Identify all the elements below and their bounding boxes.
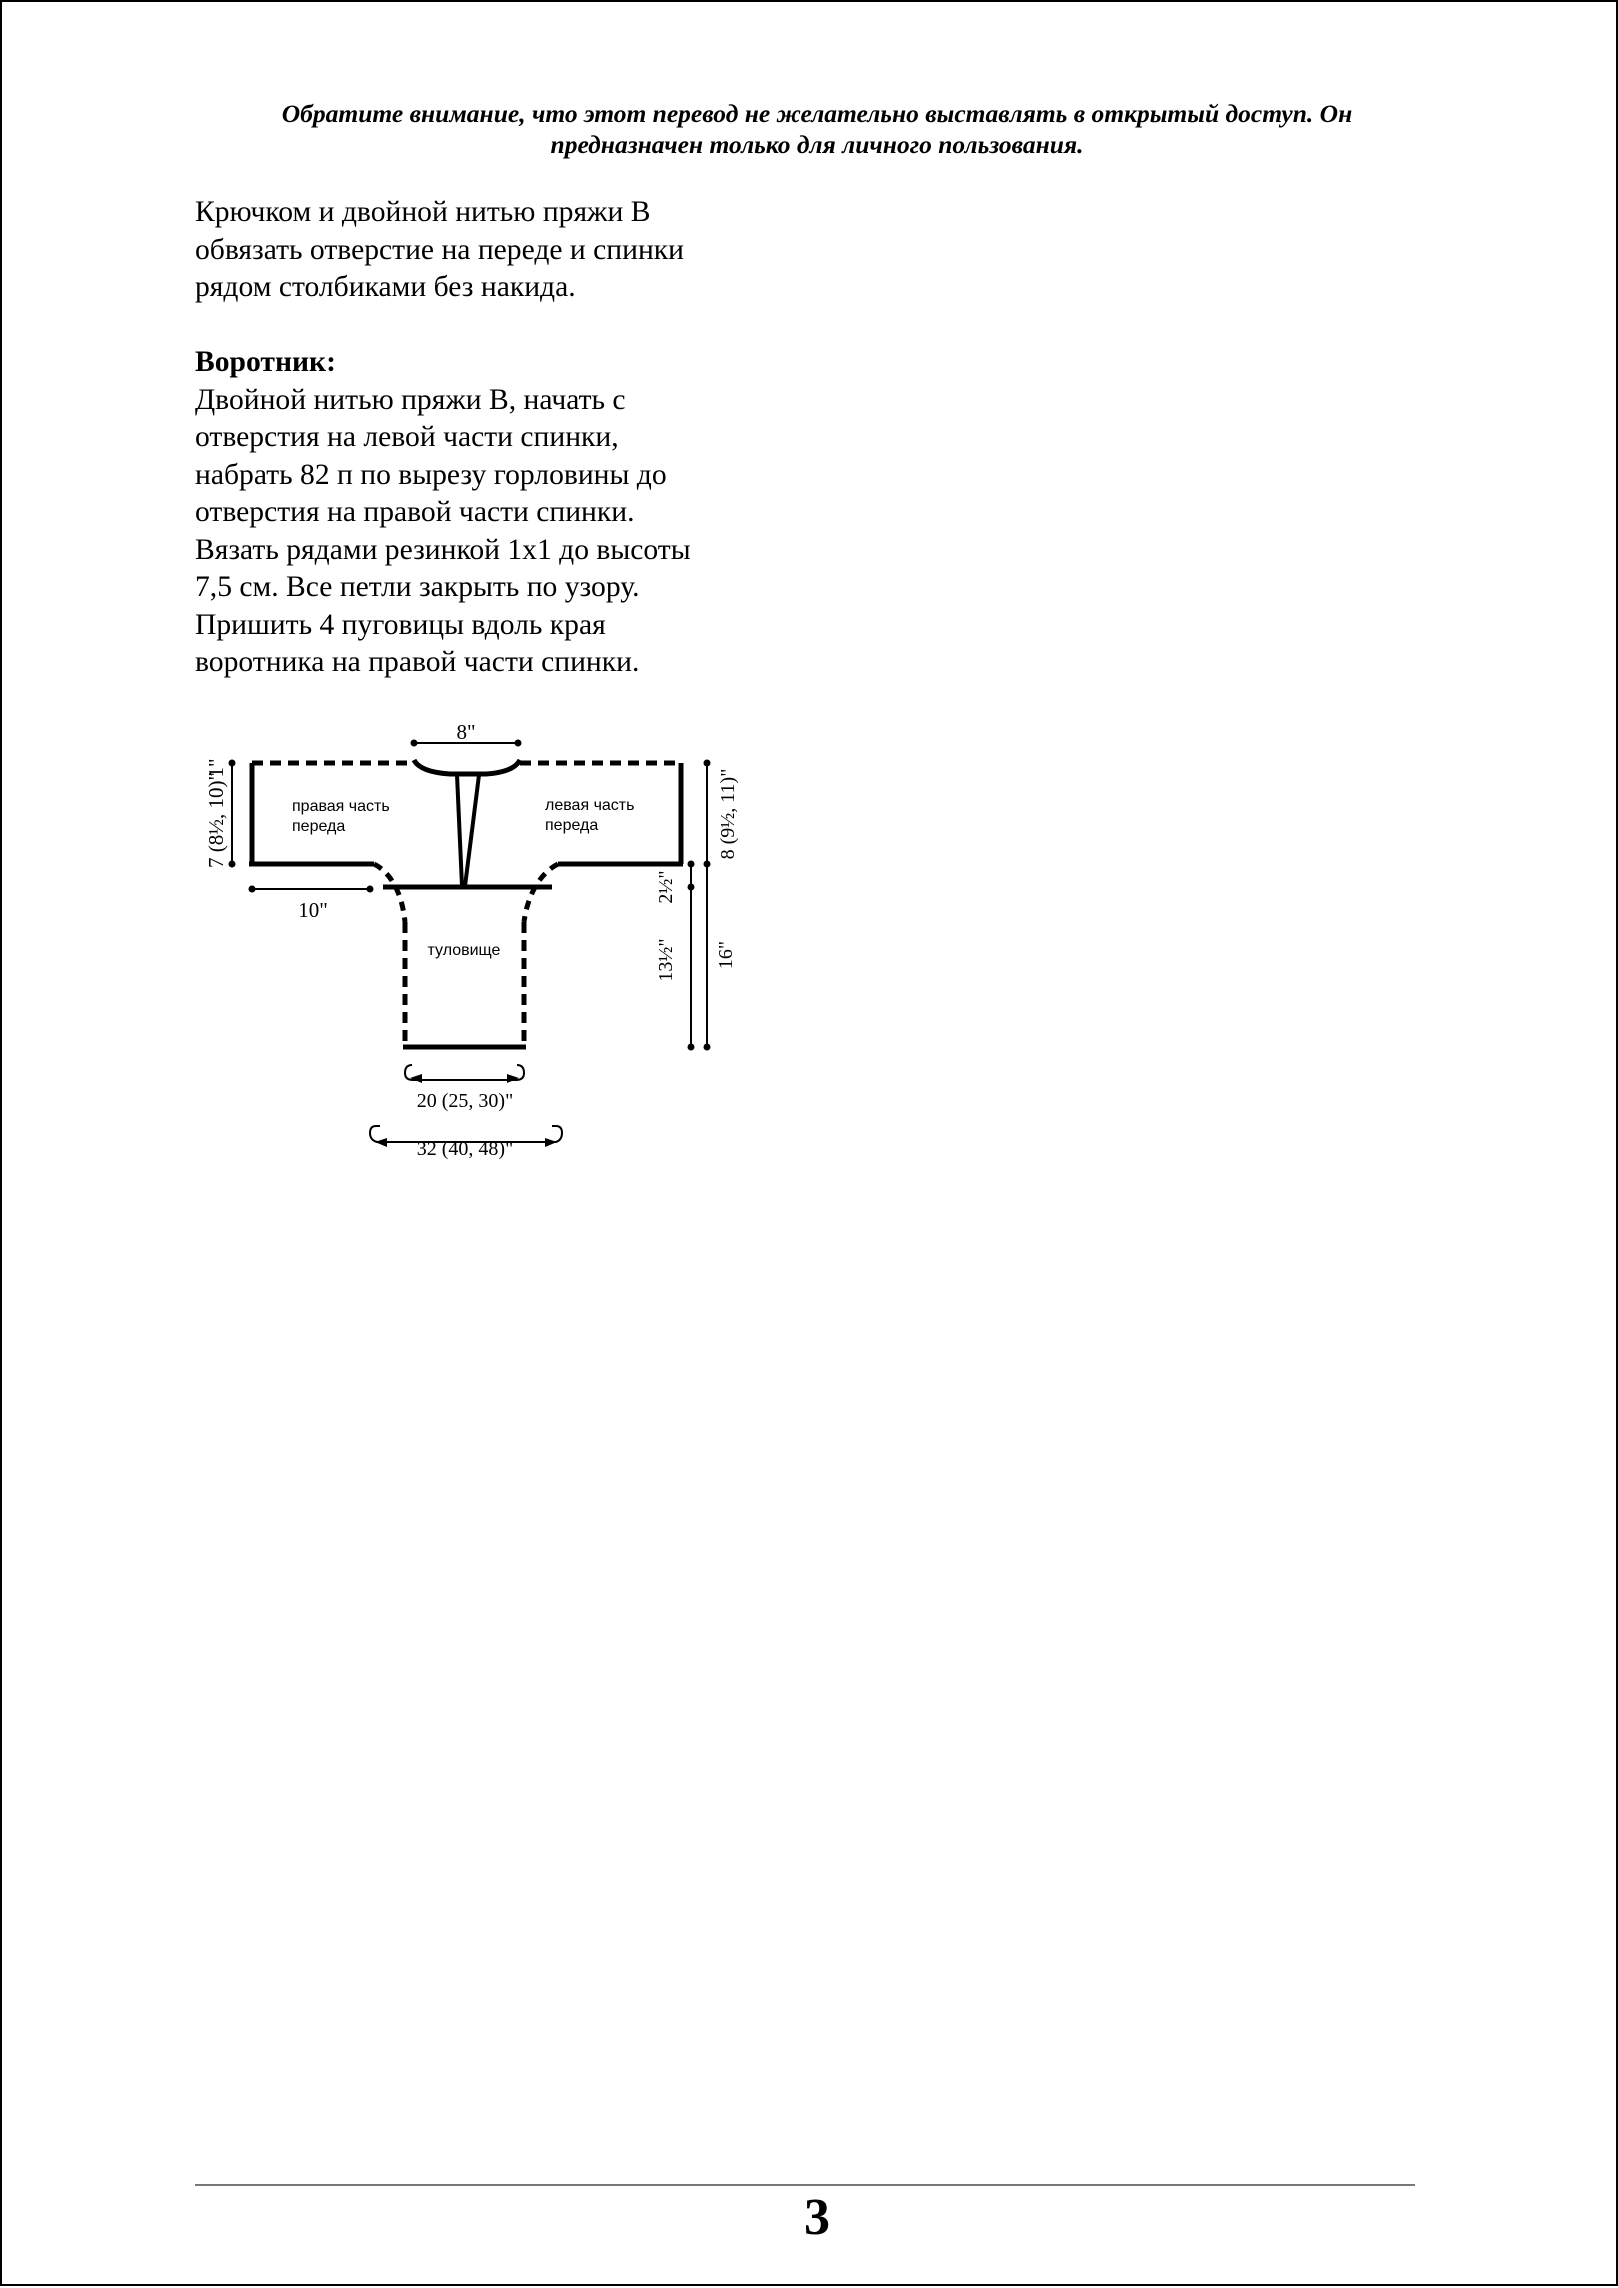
copyright-notice (192, 98, 1442, 160)
dimension-dot (411, 740, 418, 747)
paragraph-line: обвязать отверстие на переде и спинки (195, 233, 685, 266)
arrowhead (545, 1138, 557, 1147)
arrowhead (375, 1138, 387, 1147)
collar-line: набрать 82 п по вырезу горловины до (195, 458, 667, 491)
collar-line: 7,5 см. Все петли закрыть по узору. (195, 571, 640, 603)
chest-width-label: 32 (40, 48)" (416, 1138, 514, 1160)
right-underarm-curve (374, 864, 405, 922)
front-opening-right (465, 775, 479, 886)
dimension-dot (688, 1044, 695, 1051)
hem-width-arrow (405, 1065, 524, 1080)
right-front-label: переда (292, 818, 346, 835)
collar-line: Пришить 4 пуговицы вдоль края (195, 608, 606, 641)
right-height-label: 8 (9½, 11)" (717, 768, 739, 860)
paragraph-line: рядом столбиками без накида. (195, 271, 576, 303)
body-label: туловище (427, 942, 501, 959)
dimension-dot (229, 760, 236, 767)
hem-width-label: 20 (25, 30)" (416, 1090, 514, 1112)
dimension-dot (704, 861, 711, 868)
page-number: 3 (804, 2189, 830, 2246)
total-length-label: 16" (715, 940, 737, 970)
body-length-label: 13½" (655, 938, 677, 982)
notice-line: предназначен только для личного пользования. (550, 130, 1084, 159)
footer-rule (195, 2184, 1415, 2186)
collar-line: отверстия на правой части спинки. (195, 496, 635, 528)
notice-line: Обратите внимание, что этот перевод не желательно выставлять в открытый доступ. Он (281, 99, 1353, 128)
collar-line: Вязать рядами резинкой 1х1 до высоты (195, 533, 691, 566)
left-front-label: переда (545, 817, 599, 834)
chest-width-arrow (370, 1126, 562, 1142)
front-opening-left (457, 775, 462, 886)
arrowhead (410, 1074, 422, 1083)
dimension-dot (249, 886, 256, 893)
collar-line: Двойной нитью пряжи В, начать с (195, 383, 626, 416)
paragraph-line: Крючком и двойной нитью пряжи В (195, 196, 651, 228)
dimension-dot (229, 861, 236, 868)
dimension-dot (367, 886, 374, 893)
left-top-label: 1" (204, 758, 228, 778)
dimension-dot (704, 1044, 711, 1051)
left-underarm-curve (524, 864, 558, 922)
left-height-label: 7 (8½, 10)" (204, 771, 228, 869)
neck-width-label: 8" (456, 720, 476, 744)
instructions-text (195, 194, 815, 682)
collar-heading: Воротник: (195, 346, 336, 378)
right-front-label: правая часть (292, 798, 390, 815)
left-front-label: левая часть (545, 797, 635, 814)
paragraph-gap (195, 307, 815, 345)
dimension-dot (688, 884, 695, 891)
neckline-curve (414, 760, 520, 774)
dimension-dot (515, 740, 522, 747)
collar-line: отверстия на левой части спинки, (195, 421, 619, 453)
collar-line: воротника на правой части спинки. (195, 646, 640, 678)
dimension-dot (704, 760, 711, 767)
arrowhead (507, 1074, 519, 1083)
dimension-dot (688, 861, 695, 868)
armhole-depth-label: 2½" (655, 870, 677, 904)
sleeve-width-label: 10" (298, 898, 328, 922)
